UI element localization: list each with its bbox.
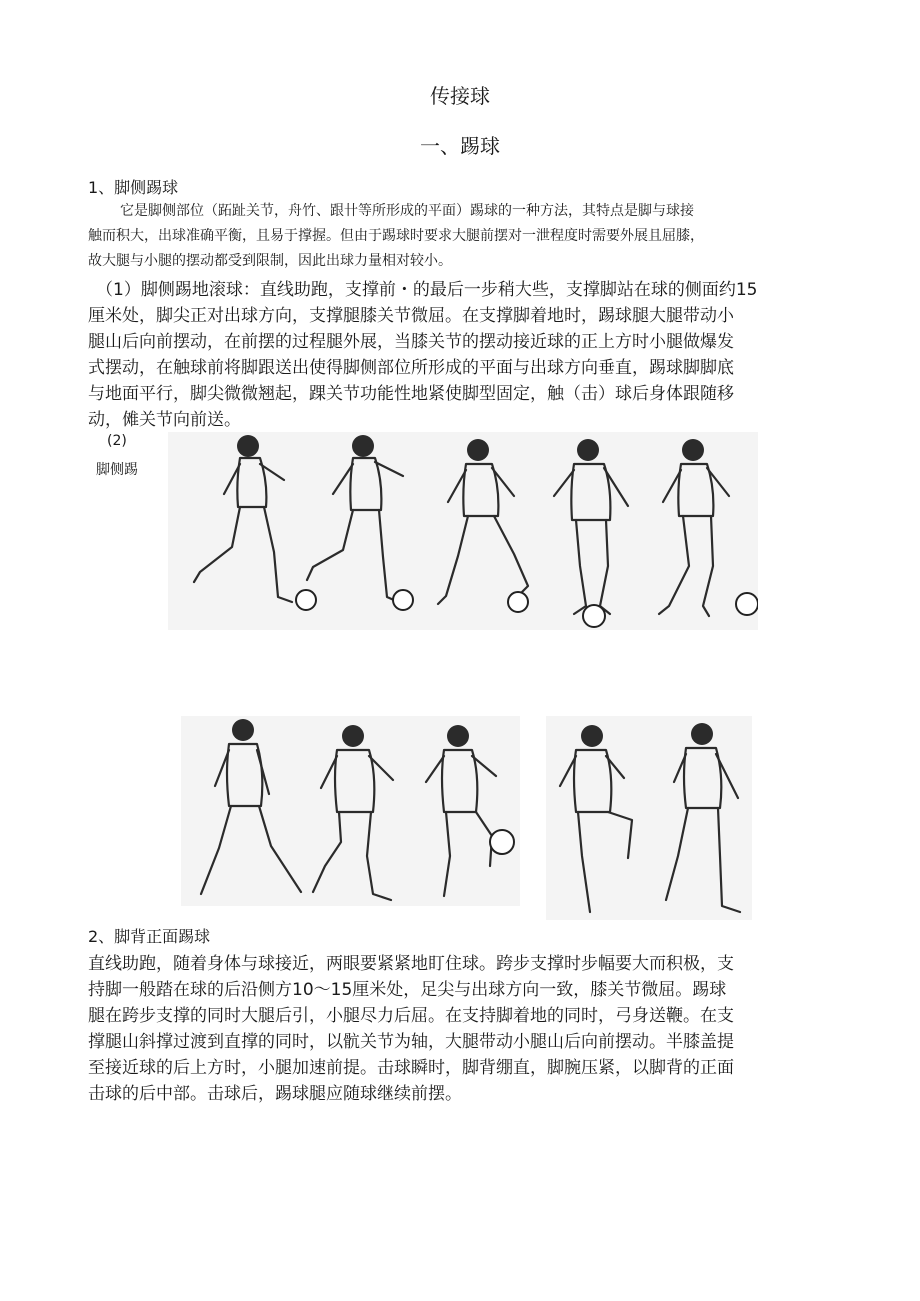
para-line: 击球的后中部。击球后，踢球腿应随球继续前摆。 xyxy=(88,1084,462,1104)
para-line: 至接近球的后上方时，小腿加速前提。击球瞬时，脚背绷直，脚腕压紧，以脚背的正面 xyxy=(88,1058,734,1078)
para-line: 撑腿山斜撑过渡到直撑的同时，以骯关节为轴，大腿带动小腿山后向前摆动。半膝盖提 xyxy=(88,1032,734,1052)
para-line: 与地面平行，脚尖微微翘起，踝关节功能性地紧使脚型固定，触（击）球后身体跟随移 xyxy=(88,384,734,404)
page-title: 传接球 xyxy=(430,84,490,108)
para-line: （1）脚侧踢地滚球：直线助跑，支撑前・的最后一步稍大些，支撑脚站在球的侧面约15 xyxy=(96,280,758,300)
para-line: 持脚一般踏在球的后沿侧方10～15厘米处，足尖与出球方向一致，膝关节微屈。踢球 xyxy=(88,980,727,1000)
figure-label-text: 脚侧踢 xyxy=(96,462,138,478)
para-line: 式摆动，在触球前将脚跟送出使得脚侧部位所形成的平面与出球方向垂直，踢球脚脚底 xyxy=(88,358,734,378)
para-line: 直线助跑，随着身体与球接近，两眼要紧紧地盯住球。跨步支撑时步幅要大而积极，支 xyxy=(88,954,734,974)
para-line: 动，傩关节向前送。 xyxy=(88,410,241,430)
subheading-instep-kick: 2、脚背正面踢球 xyxy=(88,927,211,946)
subheading-side-kick: 1、脚侧踢球 xyxy=(88,178,179,197)
para-line: 厘米处，脚尖正对出球方向，支撑腿膝关节微屈。在支撑脚着地时，踢球腿大腿带动小 xyxy=(88,306,734,326)
para-line: 腿山后向前摆动，在前摆的过程腿外展，当膝关节的摆动接近球的正上方时小腿做爆发 xyxy=(88,332,734,352)
instep-kick-sequence-figure-left xyxy=(181,716,520,906)
section-title: 一、踢球 xyxy=(420,134,500,158)
intro-line: 故大腿与小腿的摆动都受到限制，因此出球力量相对较小。 xyxy=(88,253,452,269)
figure-label-number: (2) xyxy=(107,433,127,449)
soccer-sequence-illustration-icon xyxy=(168,432,758,630)
intro-line: 触而积大，出球准确平衡，且易于撑握。但由于踢球时要求大腿前摆对一泄程度时需要外展且屈膝， xyxy=(88,228,704,244)
instep-kick-sequence-figure-right xyxy=(546,716,752,920)
intro-line: 它是脚侧部位（跖趾关节，舟竹、跟卄等所形成的平面）踢球的一种方法，其特点是脚与球接 xyxy=(120,203,694,219)
para-line: 腿在跨步支撑的同时大腿后引，小腿尽力后屈。在支持脚着地的同时，弓身送鞭。在支 xyxy=(88,1006,734,1026)
soccer-sequence-illustration-icon xyxy=(546,716,752,920)
soccer-sequence-illustration-icon xyxy=(181,716,520,906)
side-kick-sequence-figure xyxy=(168,432,758,630)
